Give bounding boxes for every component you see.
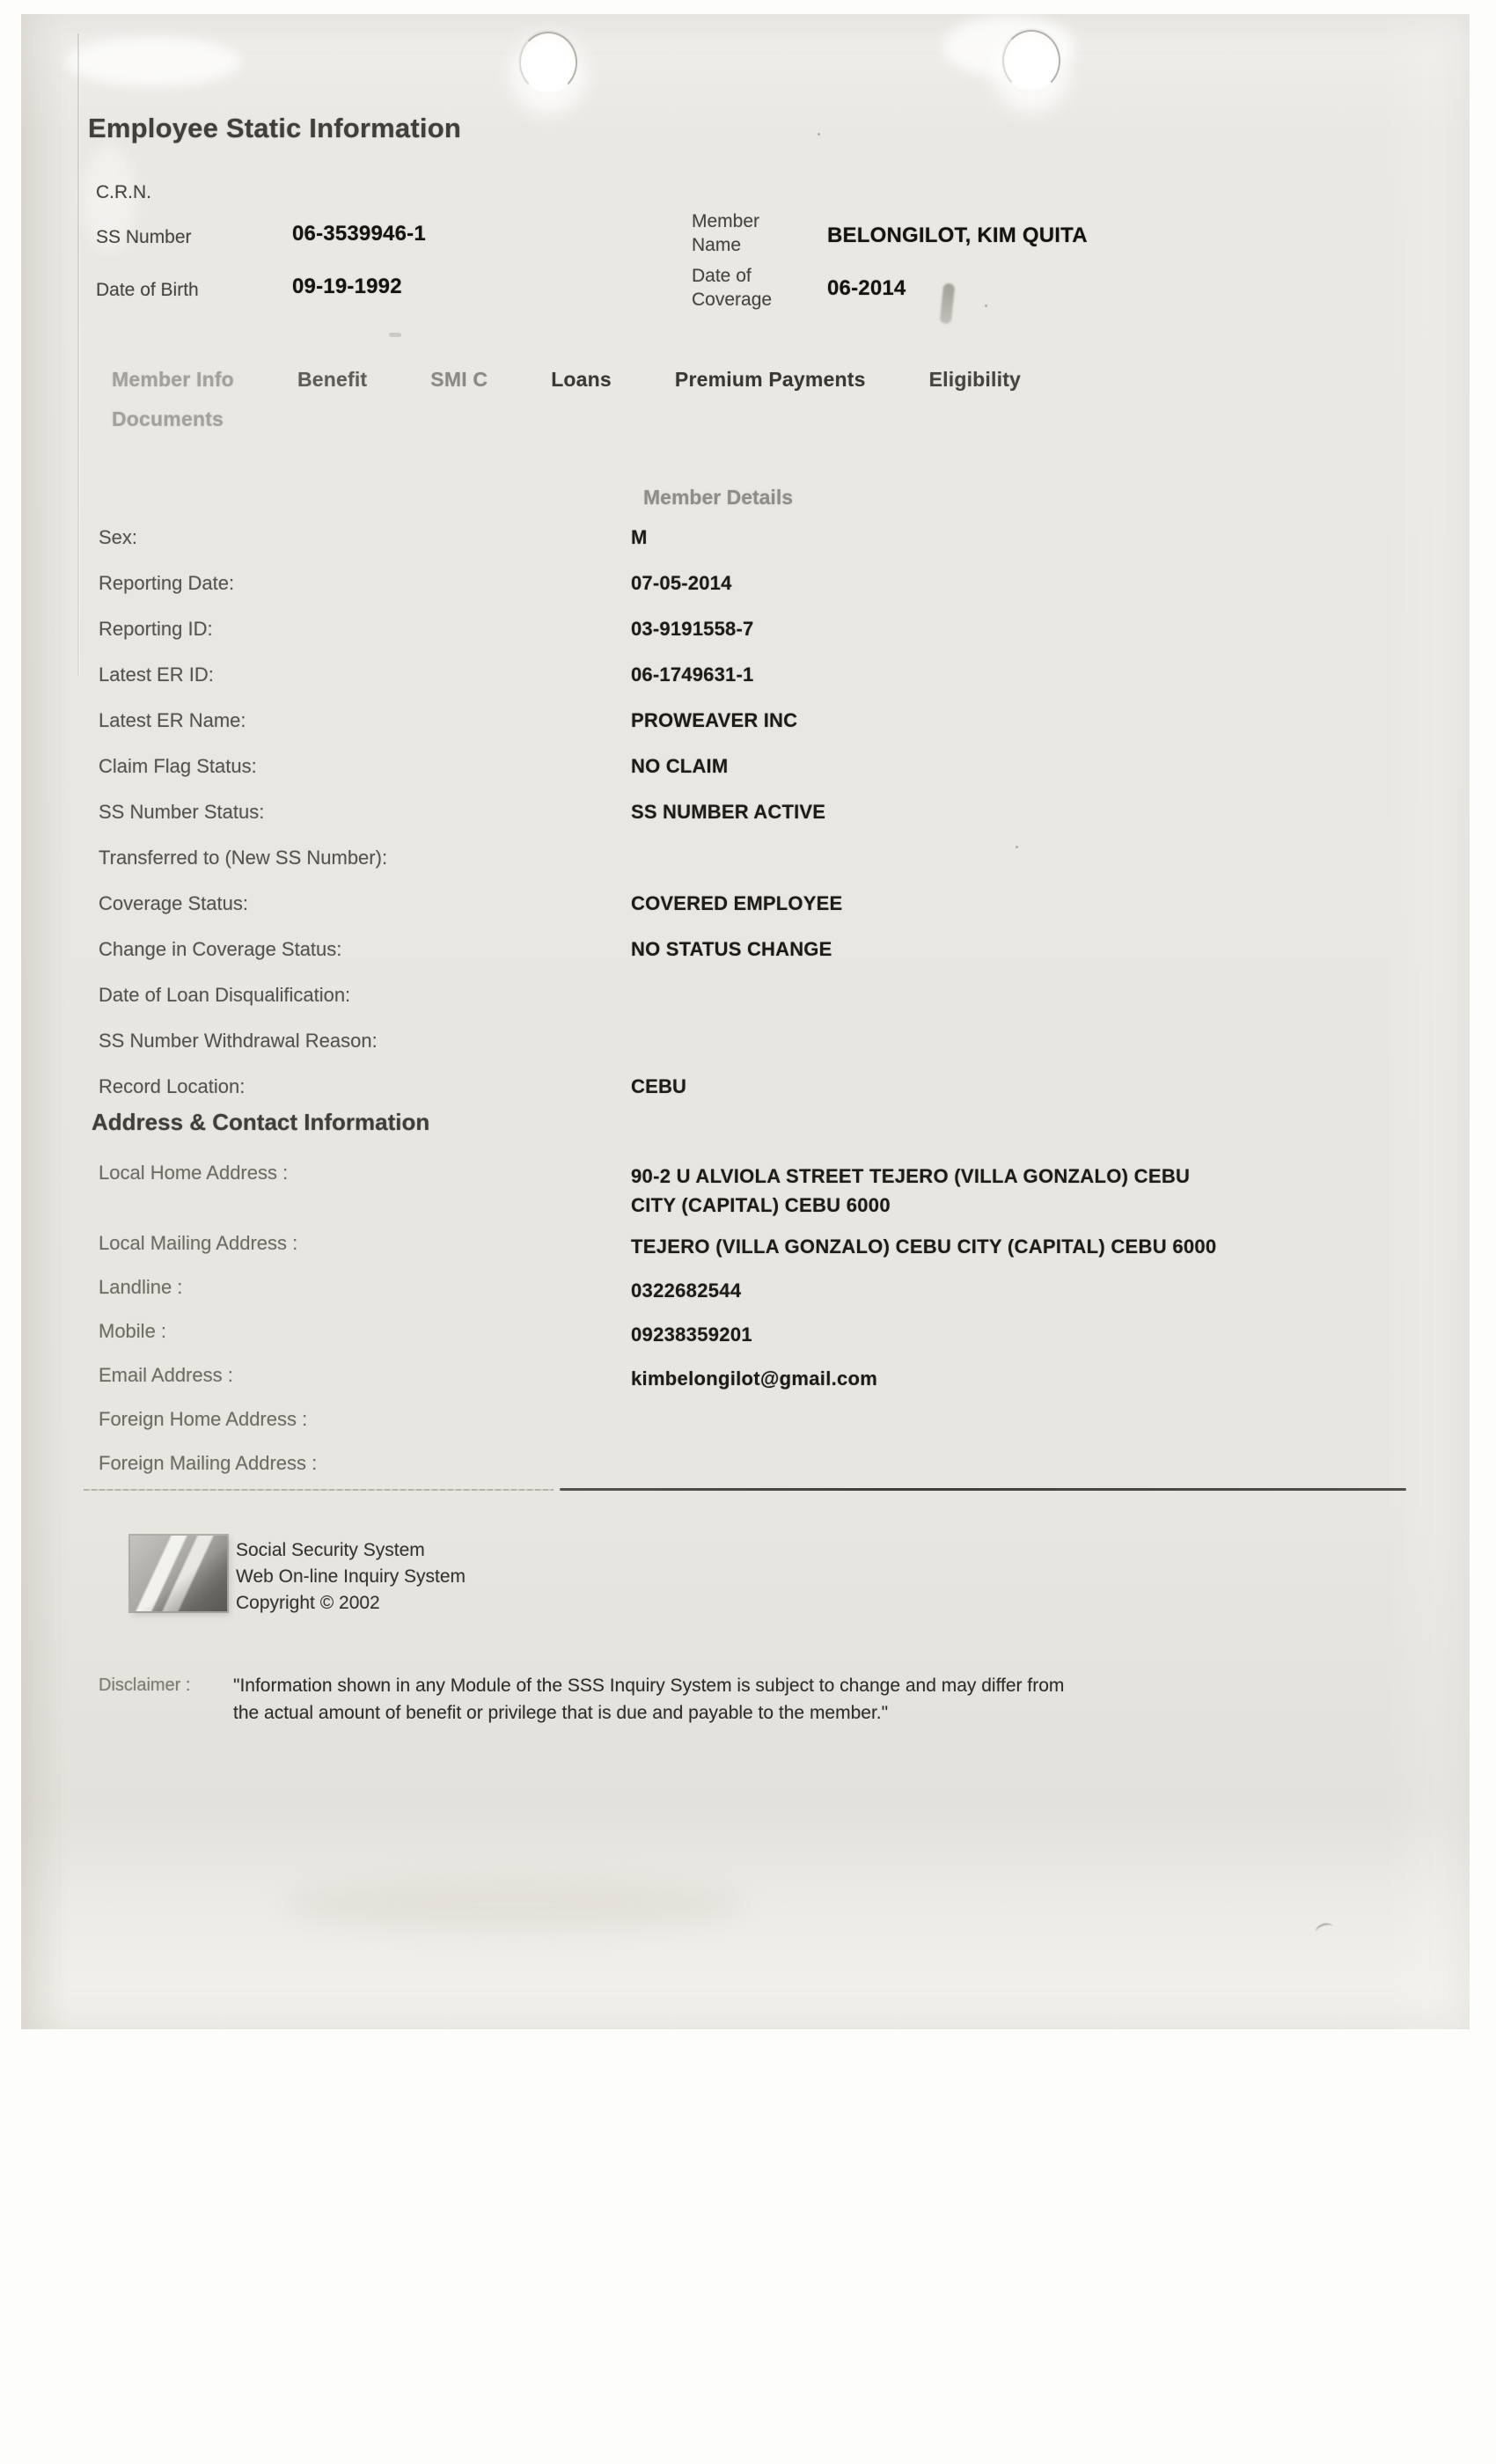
pencil-squiggle [1314,1921,1334,1938]
detail-label: SS Number Status: [99,801,265,823]
detail-label: Claim Flag Status: [99,755,257,777]
landline-label: Landline : [99,1276,183,1298]
date-of-coverage-value: 06-2014 [827,276,906,300]
address-label: Local Mailing Address : [99,1232,298,1254]
tab-smic: SMI C [430,368,488,391]
email-label: Email Address : [99,1364,233,1386]
mobile-value: 09238359201 [631,1324,752,1346]
disclaimer-line: "Information shown in any Module of the SSS Inquiry System is subject to change and may differ from [233,1676,1065,1696]
tab-documents: Documents [112,407,224,430]
detail-label: Record Location: [99,1075,246,1097]
detail-label: SS Number Withdrawal Reason: [99,1030,378,1052]
table-row [21,1364,1454,1393]
table-row [21,1320,1454,1349]
punch-hole-icon [1002,30,1060,92]
disclaimer-text [233,1672,1377,1727]
foreign-mailing-address-label: Foreign Mailing Address : [99,1452,318,1474]
divider [84,1489,554,1491]
detail-label: Reporting ID: [99,618,213,640]
footer-line-system: Web On-line Inquiry System [236,1566,466,1587]
detail-value: NO CLAIM [631,755,729,777]
address-value: TEJERO (VILLA GONZALO) CEBU CITY (CAPITAL) CEBU 6000 [631,1236,1217,1258]
scan-smudge [285,1880,743,1929]
detail-value: NO STATUS CHANGE [631,938,832,960]
scan-speck [985,304,987,307]
table-row [21,847,1394,892]
white-patch [65,37,241,86]
email-value: kimbelongilot@gmail.com [631,1368,878,1390]
punch-hole-icon [519,32,577,93]
foreign-home-address-label: Foreign Home Address : [99,1408,308,1430]
table-row [21,801,1394,847]
detail-label: Reporting Date: [99,572,235,594]
detail-value: 06-1749631-1 [631,664,754,686]
sss-logo-icon [130,1536,227,1611]
tab-member-info: Member Info [112,368,234,391]
scan-speck [818,133,820,136]
tab-eligibility: Eligibility [928,368,1022,391]
scan-speck [389,333,401,337]
detail-label: Transferred to (New SS Number): [99,847,388,869]
member-name-label: Member Name [692,211,760,255]
landline-value: 0322682544 [631,1280,742,1302]
member-name-value: BELONGILOT, KIM QUITA [827,224,1088,247]
detail-value: CEBU [631,1075,687,1097]
detail-label: Coverage Status: [99,892,248,914]
tab-bar [112,368,1021,392]
tab-loans: Loans [551,368,612,391]
detail-label: Change in Coverage Status: [99,938,342,960]
footer-text [236,1537,466,1617]
detail-label: Date of Loan Disqualification: [99,984,351,1006]
member-details-heading: Member Details [643,486,794,509]
footer-line-copyright: Copyright © 2002 [236,1593,380,1613]
member-details-table [21,526,1394,1121]
tab-premium-payments: Premium Payments [674,368,866,391]
detail-value: M [631,526,648,548]
tab-benefit: Benefit [297,368,368,391]
detail-value: COVERED EMPLOYEE [631,892,843,914]
table-row [21,755,1394,801]
detail-value: 07-05-2014 [631,572,732,594]
detail-value: PROWEAVER INC [631,709,798,731]
address-section-heading: Address & Contact Information [92,1109,430,1135]
pen-mark [940,282,956,324]
table-row [21,664,1394,709]
tab-bar-row2 [112,407,224,431]
detail-label: Latest ER Name: [99,709,246,731]
table-row [21,1408,1454,1431]
table-row [21,526,1394,572]
table-row [21,572,1394,618]
detail-label: Sex: [99,526,138,548]
address-value-line: 90-2 U ALVIOLA STREET TEJERO (VILLA GONZALO) CEBU [631,1165,1191,1187]
table-row [21,1162,1454,1220]
disclaimer-line: the actual amount of benefit or privilege that is due and payable to the member." [233,1703,889,1723]
detail-label: Latest ER ID: [99,664,214,686]
table-row [21,938,1394,984]
address-value [631,1162,1454,1220]
table-row [21,618,1394,664]
page-title: Employee Static Information [88,113,461,143]
ss-number-label: SS Number [96,227,192,247]
table-row [21,1030,1394,1075]
ss-number-value: 06-3539946-1 [292,222,426,246]
foreign-home-address-value [631,1408,1454,1431]
table-row [21,709,1394,755]
date-of-birth-label: Date of Birth [96,280,199,300]
detail-value: SS NUMBER ACTIVE [631,801,826,823]
foreign-mailing-address-value [631,1452,1454,1475]
table-row [21,984,1394,1030]
table-row [21,1276,1454,1305]
address-label: Local Home Address : [99,1162,289,1184]
scanned-page [21,14,1470,2029]
divider [560,1488,1406,1491]
table-row [21,1232,1454,1261]
date-of-coverage-label: Date of Coverage [692,266,773,310]
footer-line-org: Social Security System [236,1540,425,1560]
disclaimer-label: Disclaimer : [99,1676,191,1695]
detail-value: 03-9191558-7 [631,618,754,640]
table-row [21,892,1394,938]
address-value-line: CITY (CAPITAL) CEBU 6000 [631,1194,891,1216]
mobile-label: Mobile : [99,1320,167,1342]
table-row [21,1452,1454,1475]
crn-label: C.R.N. [96,182,151,202]
date-of-birth-value: 09-19-1992 [292,275,402,298]
